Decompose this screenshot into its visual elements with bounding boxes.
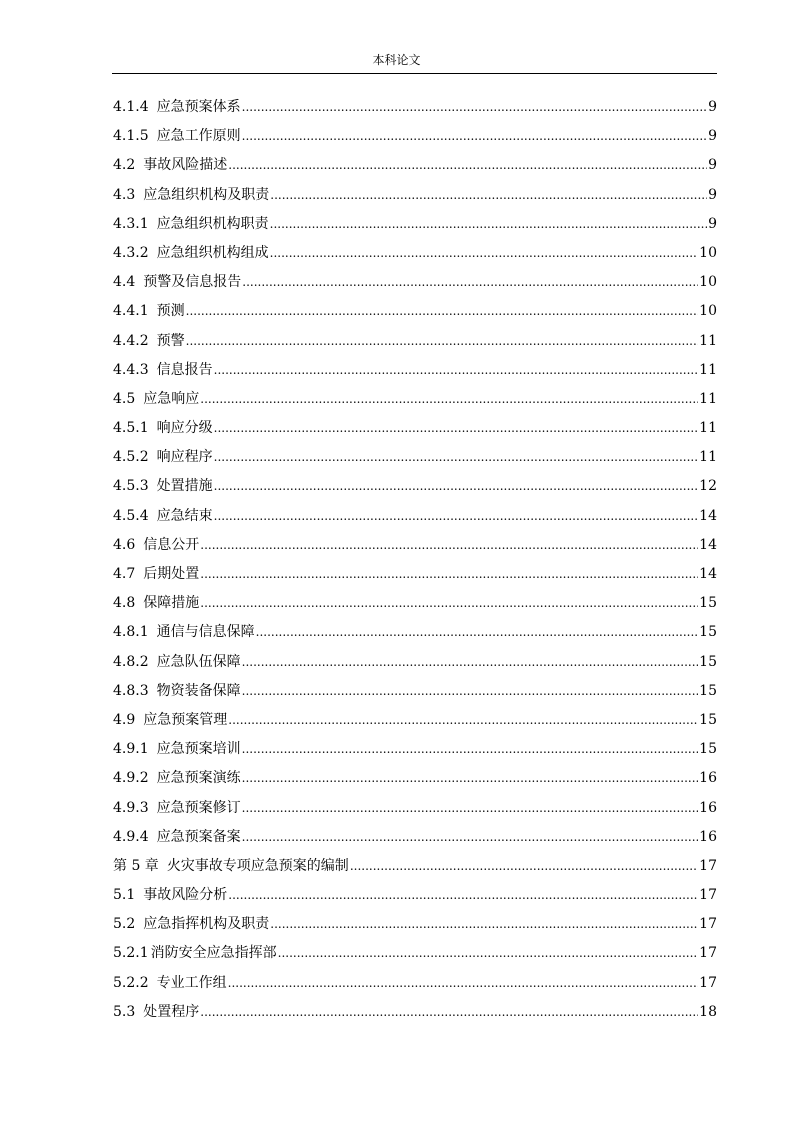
toc-page-number: 15 <box>699 741 717 758</box>
toc-dot-leader <box>242 648 699 677</box>
toc-entry[interactable] <box>113 151 717 180</box>
toc-page-number: 15 <box>699 653 717 670</box>
toc-entry-title: 应急预案培训 <box>156 741 241 758</box>
toc-entry-title: 专业工作组 <box>156 974 227 991</box>
toc-dot-leader <box>214 414 699 443</box>
toc-dot-leader <box>242 764 699 793</box>
toc-dot-leader <box>200 385 698 414</box>
toc-entry-number: 4.5 <box>113 390 136 407</box>
toc-entry[interactable] <box>113 677 717 706</box>
toc-entry[interactable] <box>113 881 717 910</box>
toc-entry[interactable] <box>113 531 717 560</box>
toc-entry[interactable] <box>113 823 717 852</box>
toc-entry[interactable] <box>113 502 717 531</box>
toc-entry-title: 物资装备保障 <box>156 682 241 699</box>
toc-entry-title: 应急预案演练 <box>156 770 241 787</box>
toc-entry-number: 5.1 <box>113 887 136 904</box>
toc-dot-leader <box>228 706 698 735</box>
toc-entry-number: 4.9.3 <box>113 799 149 816</box>
toc-entry-title: 应急响应 <box>143 390 200 407</box>
toc-entry-title: 消防安全应急指挥部 <box>150 945 277 962</box>
toc-dot-leader <box>242 794 699 823</box>
toc-entry-title: 处置措施 <box>156 478 213 495</box>
toc-entry-title: 应急预案备案 <box>156 828 241 845</box>
toc-dot-leader <box>256 618 699 647</box>
toc-entry-number: 4.8.3 <box>113 682 149 699</box>
toc-entry-number: 4.4.3 <box>113 361 149 378</box>
toc-entry-number: 4.3.2 <box>113 244 149 261</box>
toc-page-number: 12 <box>699 478 717 495</box>
toc-entry-title: 预警及信息报告 <box>143 274 242 291</box>
toc-dot-leader <box>186 327 699 356</box>
toc-entry-number: 4.8.1 <box>113 624 149 641</box>
toc-entry-title: 应急预案管理 <box>143 711 228 728</box>
toc-dot-leader <box>350 852 698 881</box>
toc-entry[interactable] <box>113 210 717 239</box>
toc-dot-leader <box>228 151 707 180</box>
toc-entry[interactable] <box>113 327 717 356</box>
toc-dot-leader <box>214 356 699 385</box>
toc-entry-number: 4.6 <box>113 536 136 553</box>
toc-page-number: 11 <box>699 332 717 349</box>
toc-entry[interactable] <box>113 443 717 472</box>
toc-entry[interactable] <box>113 764 717 793</box>
toc-entry-number: 4.9.2 <box>113 770 149 787</box>
toc-entry[interactable] <box>113 589 717 618</box>
toc-dot-leader <box>278 939 699 968</box>
toc-entry-number: 4.3 <box>113 186 136 203</box>
toc-entry-number: 4.7 <box>113 566 136 582</box>
toc-entry-number: 4.9 <box>113 711 136 728</box>
toc-entry-number: 4.5.4 <box>113 507 149 524</box>
toc-dot-leader <box>242 823 699 852</box>
toc-entry-title: 预测 <box>156 303 185 320</box>
toc-dot-leader <box>186 297 699 326</box>
toc-entry-title: 信息公开 <box>143 536 200 553</box>
toc-page-number: 17 <box>699 945 717 962</box>
toc-dot-leader <box>200 998 698 1027</box>
toc-page-number: 16 <box>699 828 717 845</box>
toc-dot-leader <box>270 910 698 939</box>
toc-page-number: 10 <box>699 303 717 320</box>
toc-page-number: 14 <box>699 536 717 553</box>
toc-dot-leader <box>242 268 698 297</box>
toc-dot-leader <box>242 122 707 151</box>
toc-entry-number: 4.4.2 <box>113 332 149 349</box>
toc-entry-number: 4.3.1 <box>113 215 149 232</box>
toc-entry-title: 应急预案修订 <box>156 799 241 816</box>
toc-dot-leader <box>200 531 698 560</box>
toc-entry-number: 4.8.2 <box>113 653 149 670</box>
toc-entry-number: 5.2.1 <box>113 945 149 962</box>
toc-dot-leader <box>270 239 699 268</box>
toc-entry[interactable] <box>113 93 717 122</box>
running-header: 本科论文 <box>372 53 421 67</box>
toc-entry-title: 响应分级 <box>156 420 213 437</box>
toc-entry-number: 4.4 <box>113 274 136 291</box>
toc-page-number: 15 <box>699 624 717 641</box>
toc-entry-title: 应急组织机构职责 <box>156 215 269 232</box>
toc-page-number: 10 <box>699 244 717 261</box>
toc-entry-number: 4.5.2 <box>113 449 149 466</box>
toc-entry-title: 应急队伍保障 <box>156 653 241 670</box>
toc-page-number: 17 <box>699 974 717 991</box>
toc-entry[interactable] <box>113 969 717 998</box>
toc-entry[interactable] <box>113 648 717 677</box>
toc-dot-leader <box>242 735 699 764</box>
toc-entry-number: 第 5 章 <box>113 857 159 874</box>
toc-entry-title: 事故风险分析 <box>143 887 228 904</box>
toc-entry[interactable] <box>113 852 717 881</box>
toc-entry[interactable] <box>113 414 717 443</box>
toc-entry[interactable] <box>113 910 717 939</box>
toc-entry[interactable] <box>113 385 717 414</box>
toc-entry-number: 5.2.2 <box>113 974 149 991</box>
toc-entry-title: 后期处置 <box>143 566 200 582</box>
toc-page-number: 9 <box>708 215 717 232</box>
toc-entry-title: 保障措施 <box>143 595 200 612</box>
toc-entry-title: 处置程序 <box>143 1003 200 1020</box>
toc-page-number: 15 <box>699 595 717 612</box>
toc-entry[interactable] <box>113 618 717 647</box>
toc-dot-leader <box>214 472 699 501</box>
toc-page-number: 17 <box>699 916 717 933</box>
toc-dot-leader <box>228 881 698 910</box>
toc-entry[interactable] <box>113 998 717 1027</box>
toc-entry-number: 5.2 <box>113 916 136 933</box>
toc-dot-leader <box>270 181 707 210</box>
toc-entry[interactable] <box>113 268 717 297</box>
toc-entry-title: 应急工作原则 <box>156 128 241 145</box>
toc-page-number: 9 <box>708 99 717 115</box>
toc-dot-leader <box>270 210 707 239</box>
toc-page-number: 11 <box>699 449 717 466</box>
toc-entry-number: 4.9.1 <box>113 741 149 758</box>
table-of-contents <box>113 93 717 1027</box>
toc-page-number: 16 <box>699 799 717 816</box>
toc-page-number: 17 <box>699 887 717 904</box>
toc-entry-number: 4.1.4 <box>113 99 149 115</box>
toc-entry[interactable] <box>113 356 717 385</box>
toc-page-number: 11 <box>699 390 717 407</box>
toc-entry-number: 4.8 <box>113 595 136 612</box>
toc-entry[interactable] <box>113 939 717 968</box>
toc-dot-leader <box>242 677 699 706</box>
toc-entry[interactable] <box>113 181 717 210</box>
toc-page-number: 16 <box>699 770 717 787</box>
toc-entry-title: 响应程序 <box>156 449 213 466</box>
toc-entry-title: 信息报告 <box>156 361 213 378</box>
toc-entry-title: 应急组织机构组成 <box>156 244 269 261</box>
toc-entry[interactable] <box>113 560 717 589</box>
header-rule <box>112 73 717 74</box>
toc-page-number: 11 <box>699 420 717 437</box>
toc-entry-title: 应急组织机构及职责 <box>143 186 270 203</box>
toc-entry-title: 应急预案体系 <box>156 99 241 115</box>
toc-page-number: 15 <box>699 711 717 728</box>
toc-entry-title: 预警 <box>156 332 185 349</box>
toc-entry[interactable] <box>113 297 717 326</box>
toc-page-number: 14 <box>699 507 717 524</box>
toc-entry-number: 5.3 <box>113 1003 136 1020</box>
toc-entry[interactable] <box>113 794 717 823</box>
toc-dot-leader <box>200 589 698 618</box>
toc-page-number: 11 <box>699 361 717 378</box>
toc-dot-leader <box>214 502 699 531</box>
toc-entry-number: 4.5.3 <box>113 478 149 495</box>
toc-page-number: 9 <box>708 157 717 174</box>
toc-dot-leader <box>214 443 699 472</box>
toc-entry-title: 应急指挥机构及职责 <box>143 916 270 933</box>
toc-dot-leader <box>200 560 698 589</box>
toc-entry[interactable] <box>113 239 717 268</box>
toc-entry-number: 4.5.1 <box>113 420 149 437</box>
toc-entry[interactable] <box>113 122 717 151</box>
toc-page-number: 18 <box>699 1003 717 1020</box>
toc-entry-title: 应急结束 <box>156 507 213 524</box>
toc-entry-title: 火灾事故专项应急预案的编制 <box>166 857 349 874</box>
toc-dot-leader <box>228 969 699 998</box>
toc-entry-number: 4.1.5 <box>113 128 149 145</box>
toc-entry-number: 4.2 <box>113 157 136 174</box>
toc-page-number: 9 <box>708 186 717 203</box>
toc-page-number: 14 <box>699 566 717 582</box>
toc-page-number: 17 <box>699 857 717 874</box>
toc-entry[interactable] <box>113 706 717 735</box>
toc-entry[interactable] <box>113 735 717 764</box>
toc-entry-title: 事故风险描述 <box>143 157 228 174</box>
toc-entry-number: 4.9.4 <box>113 828 149 845</box>
toc-page-number: 10 <box>699 274 717 291</box>
toc-entry-number: 4.4.1 <box>113 303 149 320</box>
toc-page-number: 9 <box>708 128 717 145</box>
toc-entry-title: 通信与信息保障 <box>156 624 255 641</box>
toc-page-number: 15 <box>699 682 717 699</box>
toc-entry[interactable] <box>113 472 717 501</box>
toc-dot-leader <box>242 93 707 122</box>
